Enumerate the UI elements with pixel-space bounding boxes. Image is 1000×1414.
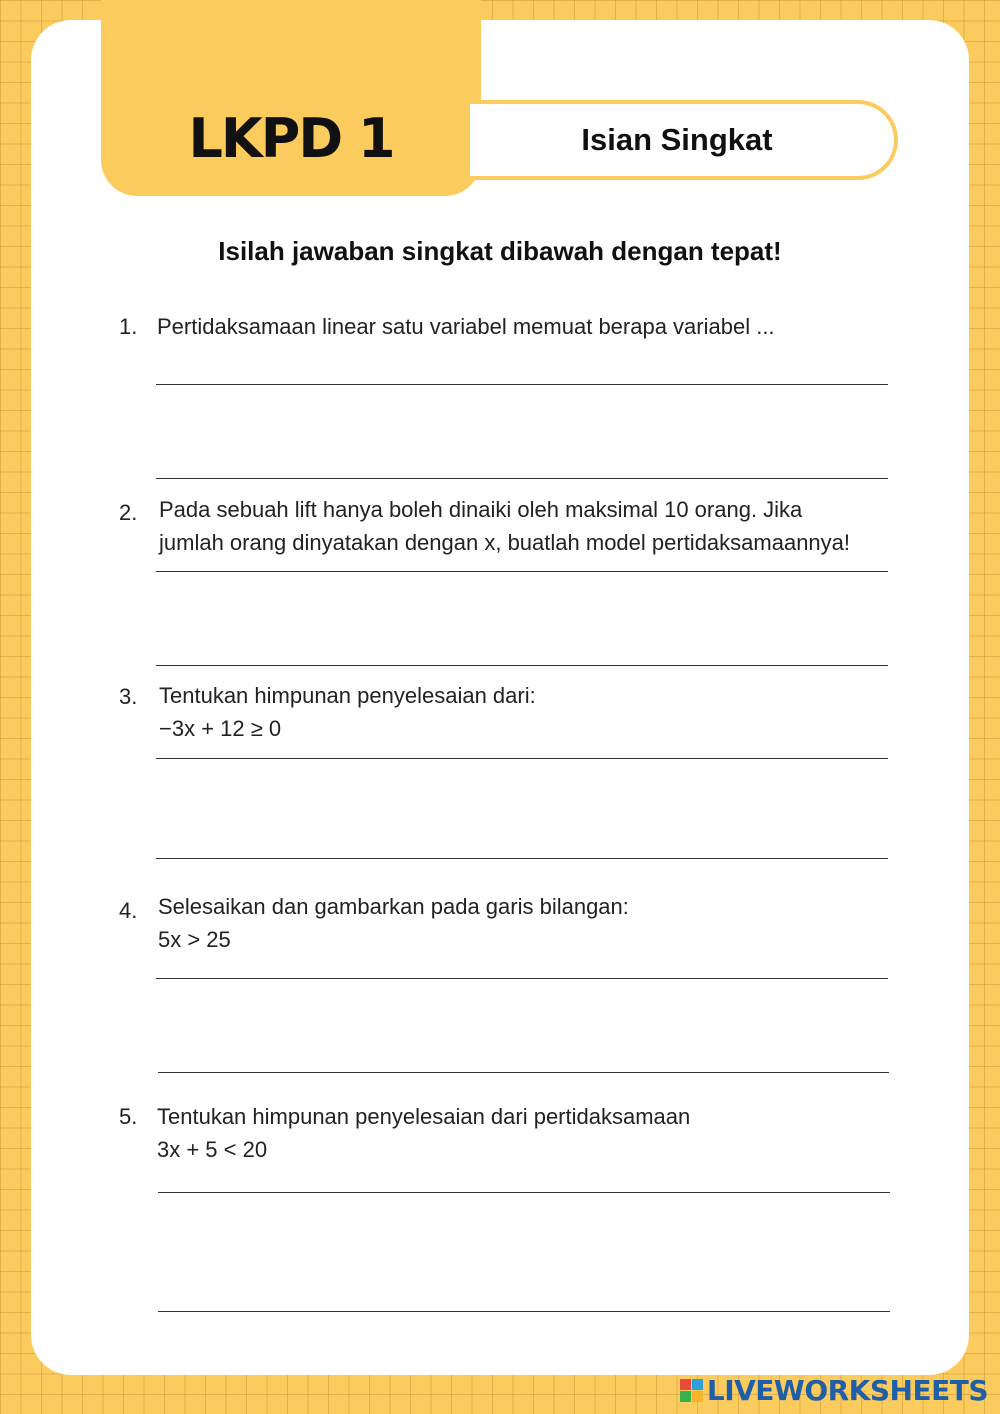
question-1-number: 1. — [119, 314, 138, 339]
liveworksheets-logo-icon — [680, 1379, 703, 1402]
question-2-text-line2: jumlah orang dinyatakan dengan x, buatlah model pertidaksamaannya! — [159, 530, 851, 555]
question-4-number: 4. — [119, 898, 138, 923]
answer-line-4a[interactable] — [156, 978, 888, 979]
answer-line-1a[interactable] — [156, 384, 888, 385]
question-5-number: 5. — [119, 1104, 138, 1129]
liveworksheets-brand-text: LIVEWORKSHEETS — [706, 1374, 988, 1407]
answer-line-4b[interactable] — [158, 1072, 889, 1073]
question-2-text-line1: Pada sebuah lift hanya boleh dinaiki oleh maksimal 10 orang. Jika — [159, 497, 803, 522]
question-1-text: Pertidaksamaan linear satu variabel memuat berapa variabel ... — [157, 314, 775, 339]
answer-line-1b[interactable] — [156, 478, 888, 479]
logo-square-red — [680, 1379, 691, 1390]
logo-square-yellow — [692, 1391, 703, 1402]
logo-square-green — [680, 1391, 691, 1402]
instruction-text: Isilah jawaban singkat dibawah dengan tepat! — [218, 236, 782, 266]
question-3-text-line2: −3x + 12 ≥ 0 — [159, 716, 282, 741]
subtitle-pill — [470, 100, 898, 180]
question-4-text-line2: 5x > 25 — [158, 927, 231, 952]
question-5-text-line1: Tentukan himpunan penyelesaian dari pertidaksamaan — [157, 1104, 691, 1129]
page-title: LKPD 1 — [188, 107, 394, 170]
question-3-text-line1: Tentukan himpunan penyelesaian dari: — [159, 683, 536, 708]
title-tab — [101, 0, 481, 196]
page-subtitle: Isian Singkat — [581, 122, 773, 157]
answer-line-3a[interactable] — [156, 758, 888, 759]
question-4-text-line1: Selesaikan dan gambarkan pada garis bilangan: — [158, 894, 629, 919]
answer-line-2b[interactable] — [156, 665, 888, 666]
answer-line-2a[interactable] — [156, 571, 888, 572]
logo-square-blue — [692, 1379, 703, 1390]
answer-line-3b[interactable] — [156, 858, 888, 859]
answer-line-5a[interactable] — [158, 1192, 890, 1193]
question-3-number: 3. — [119, 684, 138, 709]
question-5-text-line2: 3x + 5 < 20 — [157, 1137, 268, 1162]
question-2-number: 2. — [119, 500, 138, 525]
answer-line-5b[interactable] — [158, 1311, 890, 1312]
liveworksheets-logo — [680, 1374, 988, 1407]
